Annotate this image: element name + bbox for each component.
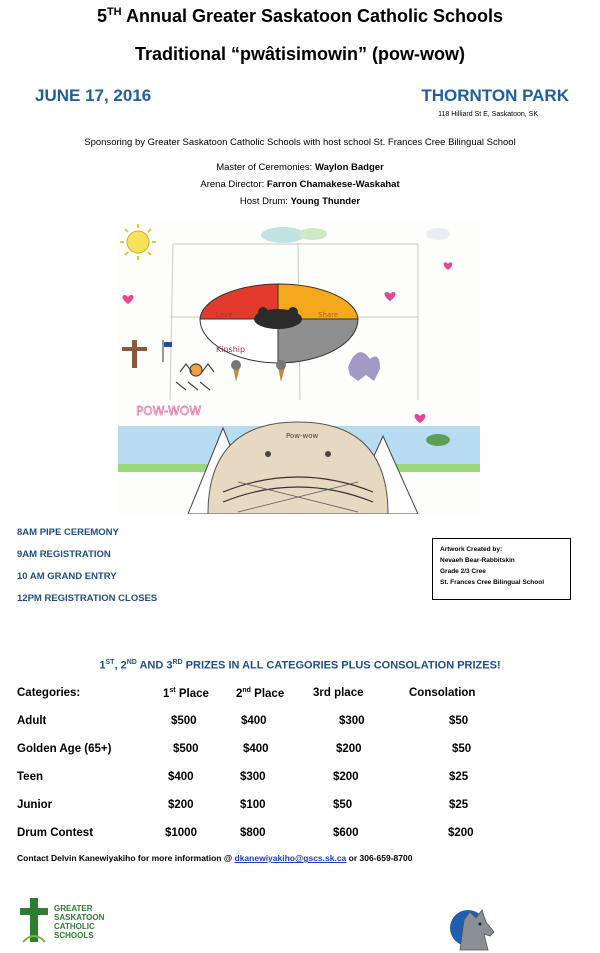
- logo-text: [54, 904, 104, 940]
- contact-suffix: or 306-659-8700: [346, 853, 413, 863]
- svg-text:Kinship: Kinship: [216, 345, 246, 354]
- artwork-credit-box: [432, 538, 571, 600]
- row-adult-first: $500: [171, 715, 197, 727]
- row-drum-contest-consolation: $200: [448, 827, 474, 839]
- artwork-credit-artist: Nevaeh Bear-Rabbitskin: [440, 557, 515, 564]
- row-golden-age-third: $200: [336, 743, 362, 755]
- row-teen-third: $200: [333, 771, 359, 783]
- row-adult-consolation: $50: [449, 715, 469, 727]
- col-first-num: 1: [163, 687, 170, 700]
- title-ordinal-number: 5: [96, 6, 107, 26]
- credit-drum-value: Young Thunder: [290, 196, 361, 207]
- logo-line-1: GREATER: [54, 904, 93, 913]
- artwork-credit-heading: Artwork Created by:: [440, 546, 503, 553]
- schedule-grand-entry: 10 AM GRAND ENTRY: [17, 571, 117, 582]
- prize-sep-2: AND: [136, 659, 167, 672]
- col-header-third-place: 3rd place: [313, 687, 364, 699]
- schedule-registration: 9AM REGISTRATION: [17, 549, 111, 560]
- artwork-credit-grade: Grade 2/3 Cree: [440, 568, 486, 575]
- prize-first-sup: ST: [105, 659, 115, 666]
- svg-text:Love: Love: [216, 311, 233, 319]
- credit-arena-label: Arena Director:: [200, 179, 267, 190]
- prize-third-sup: RD: [172, 659, 183, 666]
- row-junior-consolation: $25: [449, 799, 469, 811]
- col-header-second-place: [236, 687, 284, 700]
- col-first-sup: st: [169, 687, 176, 694]
- svg-text:Pow-wow: Pow-wow: [286, 432, 319, 440]
- row-teen-consolation: $25: [449, 771, 469, 783]
- credit-mc: [0, 162, 600, 173]
- prize-sep-1: ,: [114, 659, 121, 672]
- medicine-wheel-artwork: [118, 222, 480, 514]
- row-adult-third: $300: [339, 715, 365, 727]
- prize-rest: PRIZES IN ALL CATEGORIES PLUS CONSOLATION PRIZES!: [182, 659, 501, 672]
- sponsor-line: Sponsoring by Greater Saskatoon Catholic Schools with host school St. Frances Cree Bilingual School: [84, 137, 516, 148]
- gscs-logo: [14, 890, 114, 946]
- credit-drum-label: Host Drum:: [239, 196, 291, 207]
- credit-mc-label: Master of Ceremonies:: [216, 162, 315, 173]
- artwork-credit-school: St. Frances Cree Bilingual School: [440, 579, 545, 586]
- event-address: 118 Hilliard St E, Saskatoon, SK: [438, 111, 538, 118]
- svg-text:Share: Share: [318, 311, 339, 319]
- row-adult-category: Adult: [17, 715, 47, 727]
- col-second-num: 2: [236, 687, 243, 700]
- credit-mc-value: Waylon Badger: [314, 162, 384, 173]
- row-golden-age-second: $400: [243, 743, 269, 755]
- contact-email-link[interactable]: dkanewiyakiho@gscs.sk.ca: [234, 853, 347, 863]
- prize-third-num: 3: [166, 659, 173, 672]
- event-subtitle: Traditional “pwâtisimowin” (pow-wow): [135, 44, 465, 64]
- prize-first-num: 1: [99, 659, 106, 672]
- col-header-consolation: Consolation: [409, 687, 476, 699]
- col-header-first-place: [163, 687, 209, 700]
- wolf-moon-logo-icon: [446, 902, 502, 952]
- prize-second-sup: ND: [126, 659, 137, 666]
- row-drum-contest-second: $800: [240, 827, 266, 839]
- contact-line: [17, 853, 412, 863]
- credit-host-drum: [0, 196, 600, 207]
- row-teen-first: $400: [168, 771, 194, 783]
- row-junior-third: $50: [333, 799, 353, 811]
- col-second-sup: nd: [242, 687, 251, 694]
- schedule-registration-closes: 12PM REGISTRATION CLOSES: [17, 593, 158, 604]
- prize-second-num: 2: [120, 659, 127, 672]
- logo-line-4: SCHOOLS: [54, 931, 94, 940]
- row-junior-second: $100: [240, 799, 266, 811]
- row-drum-contest-first: $1000: [165, 827, 197, 839]
- col-first-text: Place: [175, 687, 209, 700]
- event-location: THORNTON PARK: [421, 86, 569, 105]
- event-title: [0, 6, 600, 27]
- title-text: Annual Greater Saskatoon Catholic Schools: [121, 6, 504, 26]
- row-golden-age-first: $500: [173, 743, 199, 755]
- logo-line-2: SASKATOON: [54, 913, 105, 922]
- logo-cross-icon: [19, 896, 49, 944]
- row-adult-second: $400: [241, 715, 267, 727]
- contact-prefix: Contact Delvin Kanewiyakiho for more information @: [17, 853, 235, 863]
- title-ordinal-suffix: TH: [106, 6, 122, 18]
- svg-text:POW-WOW: POW-WOW: [136, 404, 202, 418]
- row-teen-second: $300: [240, 771, 266, 783]
- col-second-text: Place: [250, 687, 285, 700]
- credit-arena-director: [0, 179, 600, 190]
- prizes-banner: [0, 659, 600, 672]
- row-drum-contest-third: $600: [333, 827, 359, 839]
- row-teen-category: Teen: [17, 771, 43, 783]
- logo-line-3: CATHOLIC: [54, 922, 95, 931]
- schedule-pipe-ceremony: 8AM PIPE CEREMONY: [17, 527, 119, 538]
- credit-arena-value: Farron Chamakese-Waskahat: [266, 179, 400, 190]
- row-drum-contest-category: Drum Contest: [17, 827, 94, 839]
- event-date: JUNE 17, 2016: [35, 86, 152, 105]
- row-junior-first: $200: [168, 799, 194, 811]
- row-golden-age-category: Golden Age (65+): [17, 743, 112, 755]
- col-header-categories: Categories:: [17, 687, 81, 699]
- row-junior-category: Junior: [17, 799, 53, 811]
- row-golden-age-consolation: $50: [452, 743, 472, 755]
